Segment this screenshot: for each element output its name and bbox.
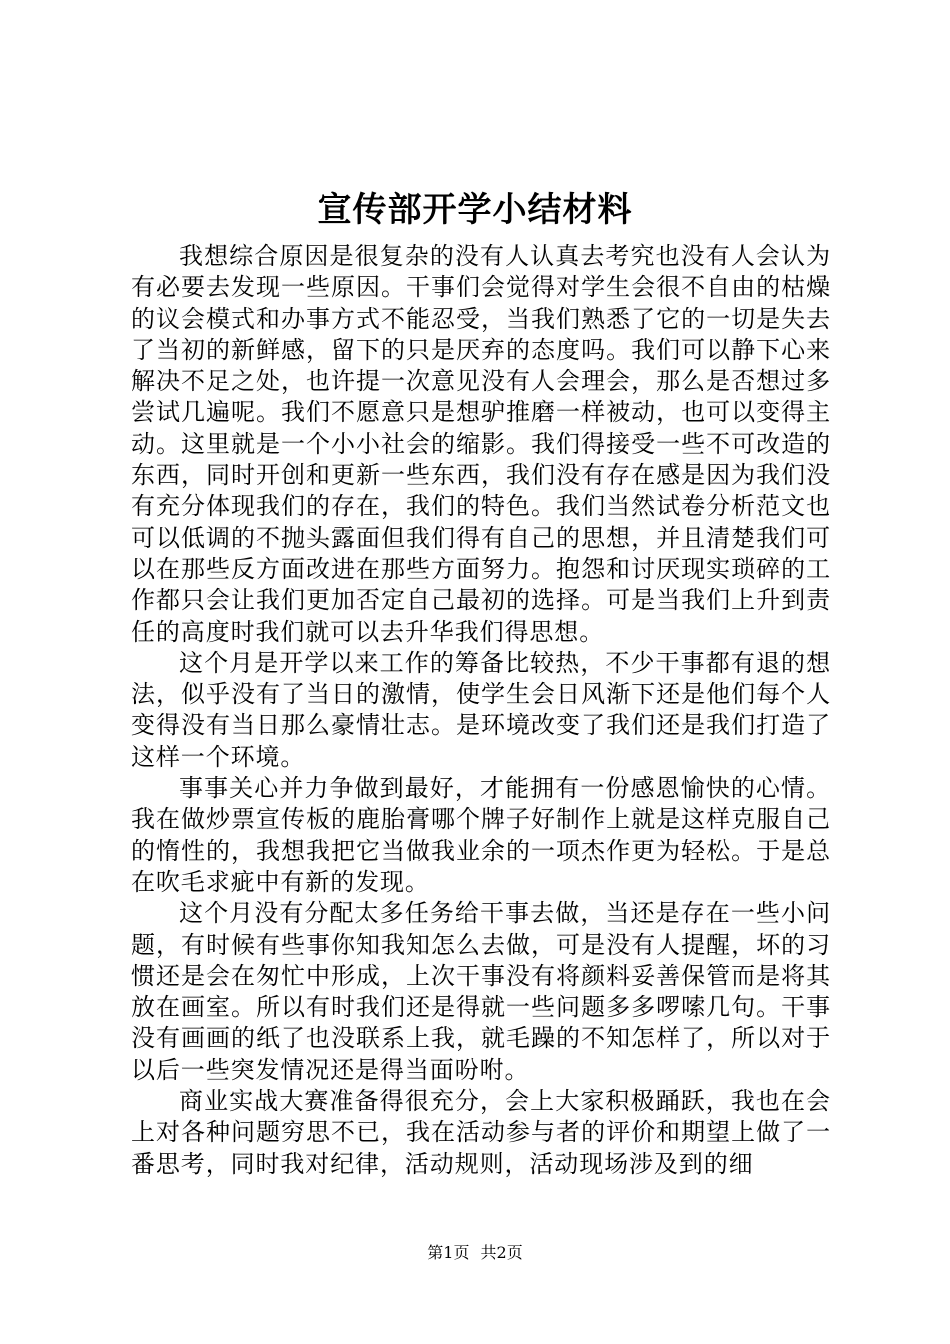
document-title: 宣传部开学小结材料	[317, 190, 633, 230]
page-number-total: 共2页	[480, 1243, 523, 1262]
paragraph-4: 这个月没有分配太多任务给干事去做，当还是存在一些小问题，有时候有些事你知我知怎么去做，可是没有人提醒，坏的习惯还是会在匆忙中形成，上次干事没有将颜料妥善保管而是将其放在画室。所以有时我们还是得就一些问题多多啰嗦几句。干事没有画画的纸了也没联系上我，就毛躁的不知怎样了，所以对于以后一些突发情况还是得当面吩咐。	[131, 899, 831, 1084]
paragraph-3: 事事关心并力争做到最好，才能拥有一份感恩愉快的心情。我在做炒票宣传板的鹿胎膏哪个牌子好制作上就是这样克服自己的惰性的，我想我把它当做我业余的一项杰作更为轻松。于是总在吹毛求疵中有新的发现。	[131, 774, 831, 896]
paragraph-2: 这个月是开学以来工作的筹备比较热，不少干事都有退的想法，似乎没有了当日的激情，使学生会日风渐下还是他们每个人变得没有当日那么豪情壮志。是环境改变了我们还是我们打造了这样一个环境。	[131, 648, 831, 771]
paragraph-1: 我想综合原因是很复杂的没有人认真去考究也没有人会认为有必要去发现一些原因。干事们会觉得对学生会很不自由的枯燥的议会模式和办事方式不能忍受，当我们熟悉了它的一切是失去了当初的新鲜感，留下的只是厌弃的态度吗。我们可以静下心来解决不足之处，也许提一次意见没有人会理会，那么是否想过多尝试几遍呢。我们不愿意只是想驴推磨一样被动，也可以变得主动。这里就是一个小小社会的缩影。我们得接受一些不可改造的东西，同时开创和更新一些东西，我们没有存在感是因为我们没有充分体现我们的存在，我们的特色。我们当然试卷分析范文也可以低调的不抛头露面但我们得有自己的思想，并且清楚我们可以在那些反方面改进在那些方面努力。抱怨和讨厌现实琐碎的工作都只会让我们更加否定自己最初的选择。可是当我们上升到责任的高度时我们就可以去升华我们得思想。	[131, 242, 831, 646]
document-body	[131, 241, 831, 1180]
paragraph-5: 商业实战大赛准备得很充分，会上大家积极踊跃，我也在会上对各种问题穷思不已，我在活动参与者的评价和期望上做了一番思考，同时我对纪律，活动规则，活动现场涉及到的细	[131, 1087, 831, 1178]
page-number-current: 第1页	[427, 1243, 470, 1262]
page-footer	[0, 1242, 950, 1264]
